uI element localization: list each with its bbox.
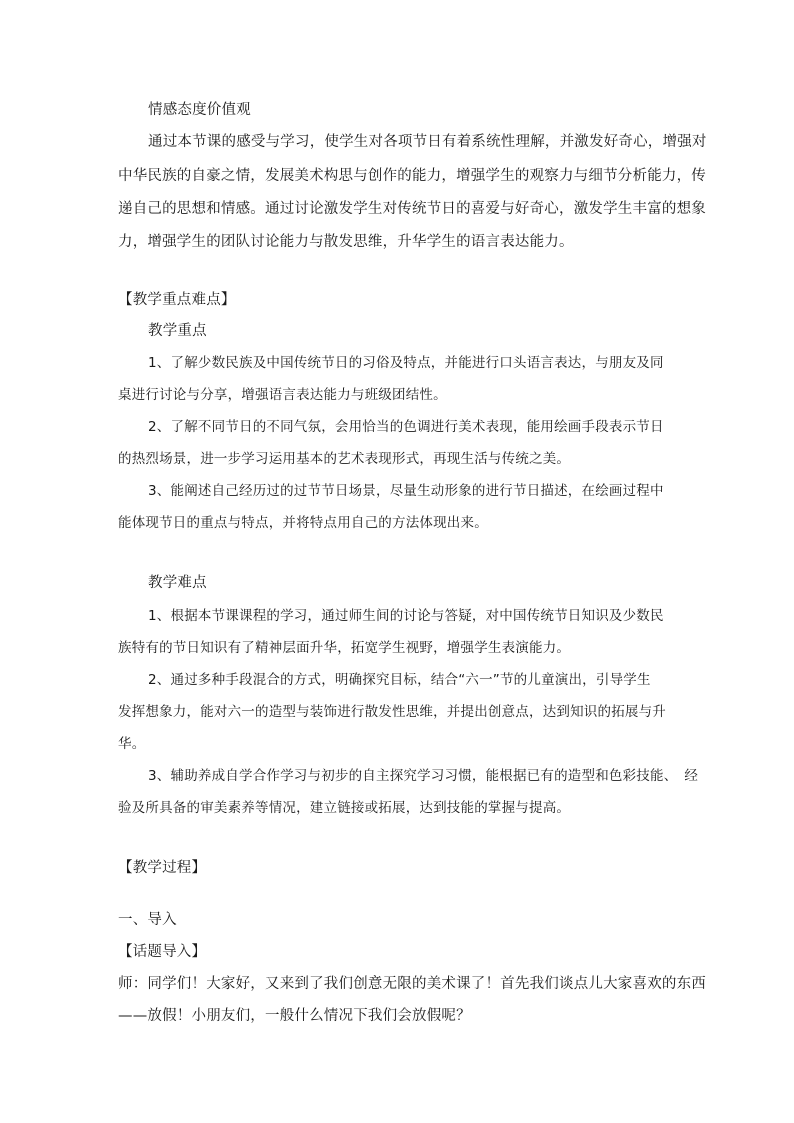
process-section-title: 【教学过程】 <box>118 860 207 876</box>
focus-item-3-line-2: 能体现节日的重点与特点，并将特点用自己的方法体现出来。 <box>118 515 488 531</box>
focus-item-1-line-1: 1、了解少数民族及中国传统节日的习俗及特点，并能进行口头语言表达，与朋友及同 <box>148 355 664 371</box>
difficulty-item-2-line-2: 发挥想象力，能对六一的造型与装饰进行散发性思维，并提出创意点，达到知识的拓展与升 <box>118 704 666 720</box>
difficulty-item-3-line-1: 3、辅助养成自学合作学习与初步的自主探究学习习惯，能根据已有的造型和色彩技能、 经 <box>148 768 699 784</box>
process-line-1: 师：同学们！大家好，又来到了我们创意无限的美术课了！首先我们谈点儿大家喜欢的东西 <box>118 976 706 992</box>
focus-item-3-line-1: 3、能阐述自己经历过的过节节日场景，尽量生动形象的进行节日描述，在绘画过程中 <box>148 483 664 499</box>
difficulty-item-1-line-1: 1、根据本节课课程的学习，通过师生间的讨论与答疑，对中国传统节日知识及少数民 <box>148 608 664 624</box>
difficulty-heading: 教学难点 <box>148 575 207 591</box>
focus-item-2-line-2: 的热烈场景，进一步学习运用基本的艺术表现形式，再现生活与传统之美。 <box>118 451 571 467</box>
emotion-line-3: 递自己的思想和情感。通过讨论激发学生对传统节日的喜爱与好奇心，激发学生丰富的想象 <box>118 201 706 217</box>
focus-heading: 教学重点 <box>148 323 207 339</box>
process-line-2: ——放假！小朋友们，一般什么情况下我们会放假呢？ <box>118 1008 471 1024</box>
process-step-title: 一、导入 <box>118 912 177 928</box>
emotion-line-2: 中华民族的自豪之情，发展美术构思与创作的能力，增强学生的观察力与细节分析能力，传 <box>118 168 706 184</box>
focus-item-2-line-1: 2、了解不同节日的不同气氛，会用恰当的色调进行美术表现，能用绘画手段表示节日 <box>148 419 664 435</box>
difficulty-item-2-line-1: 2、通过多种手段混合的方式，明确探究目标，结合“六一”节的儿童演出，引导学生 <box>148 672 651 688</box>
difficulty-item-2-line-3: 华。 <box>118 736 146 752</box>
emotion-line-4: 力，增强学生的团队讨论能力与散发思维，升华学生的语言表达能力。 <box>118 234 574 250</box>
emotion-line-1: 通过本节课的感受与学习，使学生对各项节日有着系统性理解，并激发好奇心，增强对 <box>148 134 707 150</box>
emotion-heading: 情感态度价值观 <box>148 102 251 118</box>
difficulty-item-1-line-2: 族特有的节日知识有了精神层面升华，拓宽学生视野，增强学生表演能力。 <box>118 640 571 656</box>
focus-item-1-line-2: 桌进行讨论与分享，增强语言表达能力与班级团结性。 <box>118 387 447 403</box>
process-sub-title: 【话题导入】 <box>118 944 207 960</box>
key-points-section-title: 【教学重点难点】 <box>118 292 236 308</box>
difficulty-item-3-line-2: 验及所具备的审美素养等情况，建立链接或拓展，达到技能的掌握与提高。 <box>118 800 571 816</box>
